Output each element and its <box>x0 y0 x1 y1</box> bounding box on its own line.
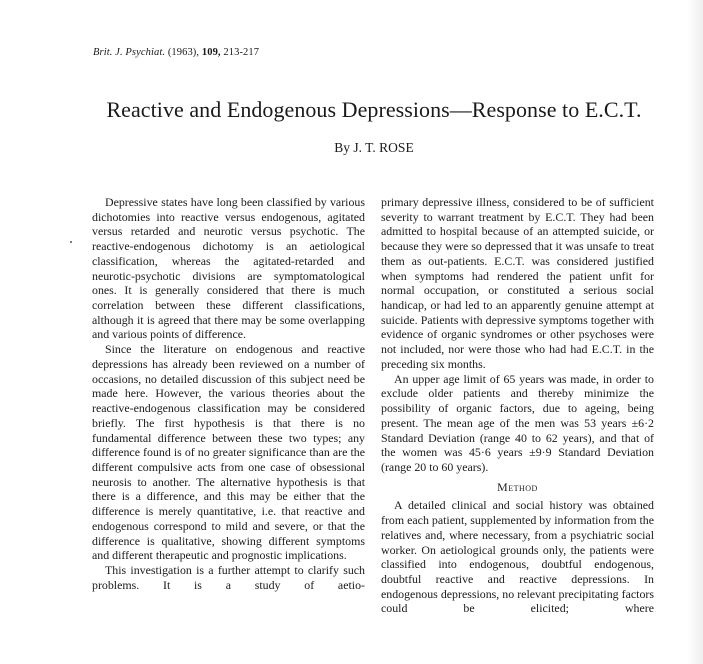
citation-pages: 213-217 <box>223 47 260 58</box>
left-text-column <box>92 195 365 592</box>
body-paragraph: This investigation is a further attempt to clarify such problems. It is a study of aetio- <box>92 562 365 592</box>
citation-journal: Brit. J. Psychiat. <box>93 47 166 58</box>
scan-edge-shadow <box>687 0 703 664</box>
journal-citation <box>93 47 259 58</box>
right-text-column <box>381 195 654 616</box>
body-paragraph: An upper age limit of 65 years was made, in order to exclude older patients and thereby minimize the possibility of organic factors, due to ageing, being present. The mean age of the men was 53 years ±6·2 Standard Deviation (range 40 to 62 years), and that of the women was 45·6 years ±9·9 Standard Deviation (range 20 to 60 years). <box>381 371 654 474</box>
section-heading-method: Method <box>497 479 538 494</box>
body-paragraph: Since the literature on endogenous and reactive depressions has already been reviewed on a number of occasions, no detailed discussion of this subject need be made here. However, the various theories about the reactive-endogenous classification may be considered briefly. The first hypothesis is that there is no fundamental difference between these two types; any difference found is of no greater significance than are the different compulsive acts from one case of obsessional neurosis to another. The alternative hypothesis is that there is a difference, and this may be either that the difference is merely quantitative, i.e. that reactive and endogenous correspond to mild and severe, or that the difference is qualitative, showing different symptoms and different therapeutic and prognostic implications. <box>92 342 365 563</box>
body-paragraph: Depressive states have long been classified by various dichotomies into reactive versus endogenous, agitated versus retarded and neurotic versus psychotic. The reactive-endogenous dichotomy is an aetiological classification, whereas the agitated-retarded and neurotic-psychotic divisions are symptomatological ones. It is generally considered that there is much correlation between these different classifications, although it is agreed that there may be some overlapping and various points of difference. <box>92 195 365 342</box>
scan-speck <box>70 241 72 243</box>
body-paragraph: primary depressive illness, considered to be of sufficient severity to warrant treatment by E.C.T. They had been admitted to hospital because of an attempted suicide, or because they were so depressed that it was unsafe to treat them as out-patients. E.C.T. was considered justified when symptoms had rendered the patient unfit for normal occupation, or constituted a serious social handicap, or had led to an apparently genuine attempt at suicide. Patients with depressive symptoms together with evidence of organic syndromes or other psychoses were not included, nor were those who had had E.C.T. in the preceding six months. <box>381 195 654 371</box>
citation-year: (1963), <box>167 47 200 58</box>
citation-volume: 109, <box>201 47 221 58</box>
article-byline: By J. T. ROSE <box>334 140 414 155</box>
article-title: Reactive and Endogenous Depressions—Response to E.C.T. <box>106 97 642 122</box>
body-paragraph: A detailed clinical and social history was obtained from each patient, supplemented by information from the relatives and, where necessary, from a psychiatric social worker. On aetiological grounds only, the patients were classified into endogenous, doubtful endogenous, doubtful reactive and reactive depressions. In endogenous depressions, no relevant precipitating factors could be elicited; where <box>381 498 654 616</box>
